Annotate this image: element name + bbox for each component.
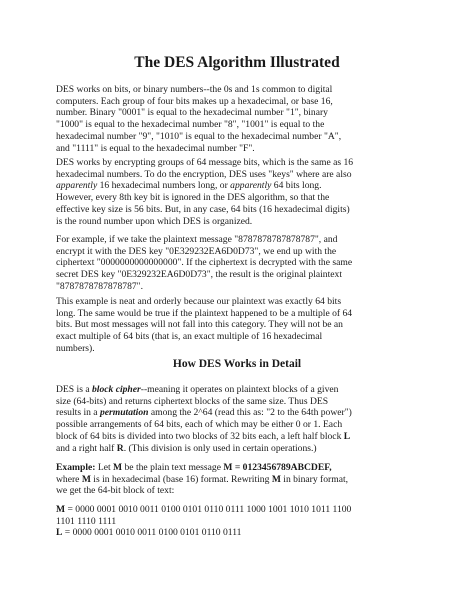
paragraph-example-m [56,462,426,497]
symbol-M: M [81,473,91,485]
text-run: Let [95,462,114,473]
text-line: effective key size is 56 bits. But, in any case, 64 bits (16 hexadecimal digits) [56,203,350,215]
text-line: is the round number upon which DES is organized. [56,215,253,227]
text-run: in binary format, [280,473,349,485]
paragraph-binary [56,504,426,539]
text-run: = 0123456789ABCDEF, [232,462,332,473]
text-line [56,431,426,443]
symbol-R: R [116,442,124,454]
text-line: 1101 1110 1111 [56,515,117,527]
paragraph-bits [56,84,426,154]
text-line: bits. But most messages will not fall into this category. They will not be an [56,319,343,331]
example-label: Example: [56,462,96,473]
text-run: DES is a [56,384,92,395]
text-line: hexadecimal numbers. To do the encryption, DES uses "keys" where are also [56,168,352,180]
text-run: = 0000 0001 0010 0011 0100 0101 0110 0111 1000 1001 1010 1011 1100 [65,504,352,515]
emphasis: apparently [230,180,272,192]
text-line: secret DES key "0E329232EA6D0D73", the result is the original plaintext [56,269,342,281]
symbol-M: M [271,473,281,485]
term-block-cipher: block cipher [91,384,141,395]
text-line [56,443,426,455]
text-line [56,384,426,396]
paragraph-example [56,234,426,293]
text-run: 16 hexadecimal numbers long, or [97,180,231,192]
text-line [56,504,426,516]
text-line: number. Binary "0001" is equal to the hexadecimal number "1", binary [56,107,328,119]
text-line [56,474,426,486]
text-line: This example is neat and orderly because our plaintext was exactly 64 bits [56,296,342,307]
paragraph-block-cipher [56,384,426,454]
text-line: and "1111" is equal to the hexadecimal number "F". [56,142,255,154]
text-line [56,462,426,474]
symbol-M: M [113,462,123,473]
symbol-L: L [343,430,351,442]
text-line: DES works on bits, or binary numbers--the 0s and 1s common to digital [56,84,333,95]
text-line: hexadecimal number "9", "1010" is equal to the hexadecimal number "A", [56,130,342,142]
text-run: be the plain text message [122,462,224,473]
symbol-M: M [56,504,66,515]
text-run: --meaning it operates on plaintext blocks of a given [140,384,339,395]
page-title: The DES Algorithm Illustrated [134,54,340,71]
term-permutation: permutation [99,407,149,419]
text-line: long. The same would be true if the plaintext happened to be a multiple of 64 [56,307,353,319]
section-heading: How DES Works in Detail [172,358,302,370]
text-run: . (This division is only used in certain operations.) [123,442,317,454]
text-run: results in a [56,407,100,419]
text-line: possible arrangements of 64 bits, each of which may be either 0 or 1. Each [56,419,343,431]
text-run: = 0000 0001 0010 0011 0100 0101 0110 0111 [62,527,242,539]
text-line: For example, if we take the plaintext message "8787878787878787", and [56,234,338,245]
symbol-L: L [56,527,63,539]
text-run: and a right half [56,442,117,454]
text-run: is in hexadecimal (base 16) format. Rewriting [90,473,272,485]
paragraph-multiple [56,296,426,355]
text-line: we get the 64-bit block of text: [56,485,175,497]
text-line: DES works by encrypting groups of 64 message bits, which is the same as 16 [56,157,354,168]
text-run: among the 2^64 (read this as: "2 to the 64th power") [148,407,352,419]
text-line: "1000" is equal to the hexadecimal number "8", "1001" is equal to the [56,119,325,131]
text-line: exact multiple of 64 bits (that is, an exact multiple of 16 hexadecimal [56,331,323,343]
text-line [56,407,426,419]
text-run: where [56,473,82,485]
emphasis: apparently [56,180,98,192]
text-line: numbers). [56,342,95,354]
symbol-M: M [223,462,233,473]
text-line: encrypt it with the DES key "0E329232EA6D0D73", we end up with the [56,245,337,257]
text-line: computers. Each group of four bits makes up a hexadecimal, or base 16, [56,95,333,107]
paragraph-encryption [56,157,426,227]
text-line: size (64-bits) and returns ciphertext blocks of the same size. Thus DES [56,395,329,407]
text-line: ciphertext "0000000000000000". If the ciphertext is decrypted with the same [56,257,353,269]
text-line: However, every 8th key bit is ignored in the DES algorithm, so that the [56,192,330,204]
text-line: "8787878787878787". [56,280,143,292]
text-run: block of 64 bits is divided into two blocks of 32 bits each, a left half block [56,430,344,442]
text-line [56,180,426,192]
text-line [56,527,426,539]
text-run: 64 bits long. [271,180,322,192]
